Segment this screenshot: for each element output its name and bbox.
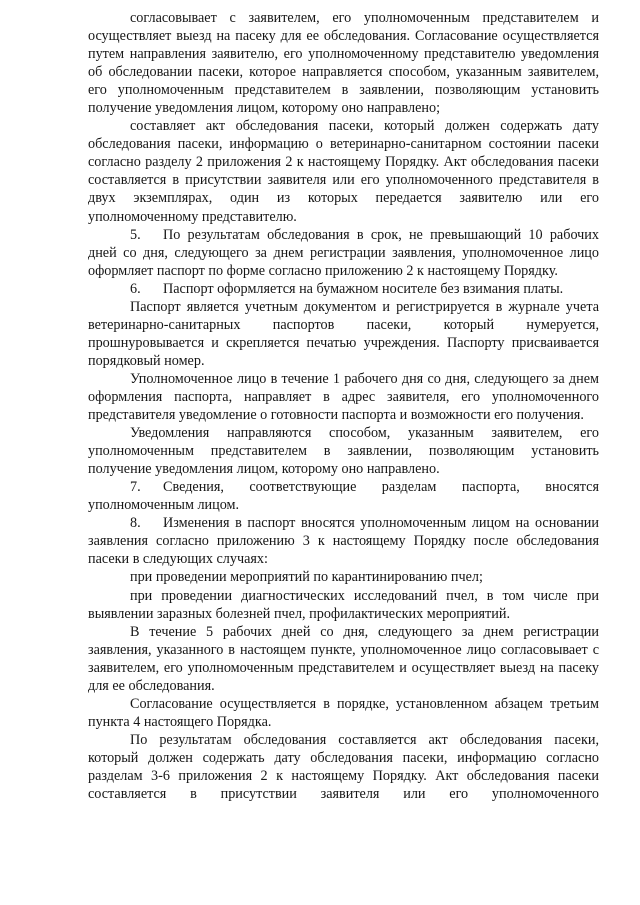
clause-number: 8. [130,515,141,532]
clause-7 [88,478,599,514]
clause-5 [88,226,599,280]
paragraph-14: По результатам обследования составляется акт обследования пасеки, который должен содержать дату обследования пасеки, информацию согласно разделам 3-6 приложения 2 к настоящему Порядку. Акт обследования пасеки составляется в присутствии заявителя или его уполномоченного [88,731,599,803]
clause-text: Изменения в паспорт вносятся уполномоченным лицом на основании заявления согласно приложению 3 к настоящему Порядку после обследования пасеки в следующих случаях: [88,515,599,568]
clause-text: Сведения, соответствующие разделам паспорта, вносятся уполномоченным лицом. [88,479,599,514]
clause-number: 5. [130,226,141,243]
clause-6 [88,280,599,298]
document-page [88,9,599,803]
paragraph-11: при проведении диагностических исследований пчел, в том числе при выявлении заразных болезней пчел, профилактических мероприятий. [88,587,599,622]
paragraph-1: согласовывает с заявителем, его уполномоченным представителем и осуществляет выезд на пасеку для ее обследования. Согласование осуществляется путем направления заявителю, его уполномоченному представителю уведомления об обследовании пасеки, которое направляется способом, указанным заявителем, его уполномоченным представителем в заявлении, позволяющим установить получение уведомления лицом, которому оно направлено; [88,10,599,117]
clause-number: 7. [130,479,141,496]
paragraph-6: Уполномоченное лицо в течение 1 рабочего дня со дня, следующего за днем оформления паспорта, направляет в адрес заявителя, его уполномоченного представителя уведомление о готовности паспорта и возможности его получения. [88,370,599,424]
clause-8 [88,514,599,568]
paragraph-13: Согласование осуществляется в порядке, установленном абзацем третьим пункта 4 настоящего Порядка. [88,695,599,730]
paragraph-5: Паспорт является учетным документом и регистрируется в журнале учета ветеринарно-санитарных паспортов пасеки, который нумеруется, прошнуровывается и скрепляется печатью учреждения. Паспорту присваивается порядковый номер. [88,298,599,369]
clause-text: Паспорт оформляется на бумажном носителе без взимания платы. [163,280,564,297]
paragraph-7: Уведомления направляются способом, указанным заявителем, его уполномоченным представителем в заявлении, позволяющим установить получение уведомления лицом, которому оно направлено. [88,425,599,478]
clause-number: 6. [130,280,141,297]
paragraph-2: составляет акт обследования пасеки, который должен содержать дату обследования пасеки, информацию о ветеринарно-санитарном состоянии пасеки согласно разделу 2 приложения 2 к настоящему Порядку. Акт обследования пасеки составляется в присутствии заявителя или его уполномоченного представителя в двух экземплярах, один из которых передается заявителю или его уполномоченному представителю. [88,118,599,225]
paragraph-10: при проведении мероприятий по карантинированию пчел; [130,569,483,586]
paragraph-12: В течение 5 рабочих дней со дня, следующего за днем регистрации заявления, указанного в настоящем пункте, уполномоченное лицо согласовывает с заявителем, его уполномоченным представителем и осуществляет выезд на пасеку для ее обследования. [88,623,599,694]
clause-text: По результатам обследования в срок, не превышающий 10 рабочих дней со дня, следующего за днем регистрации заявления, уполномоченное лицо оформляет паспорт по форме согласно приложению 2 к настоящему Порядку. [88,226,599,279]
